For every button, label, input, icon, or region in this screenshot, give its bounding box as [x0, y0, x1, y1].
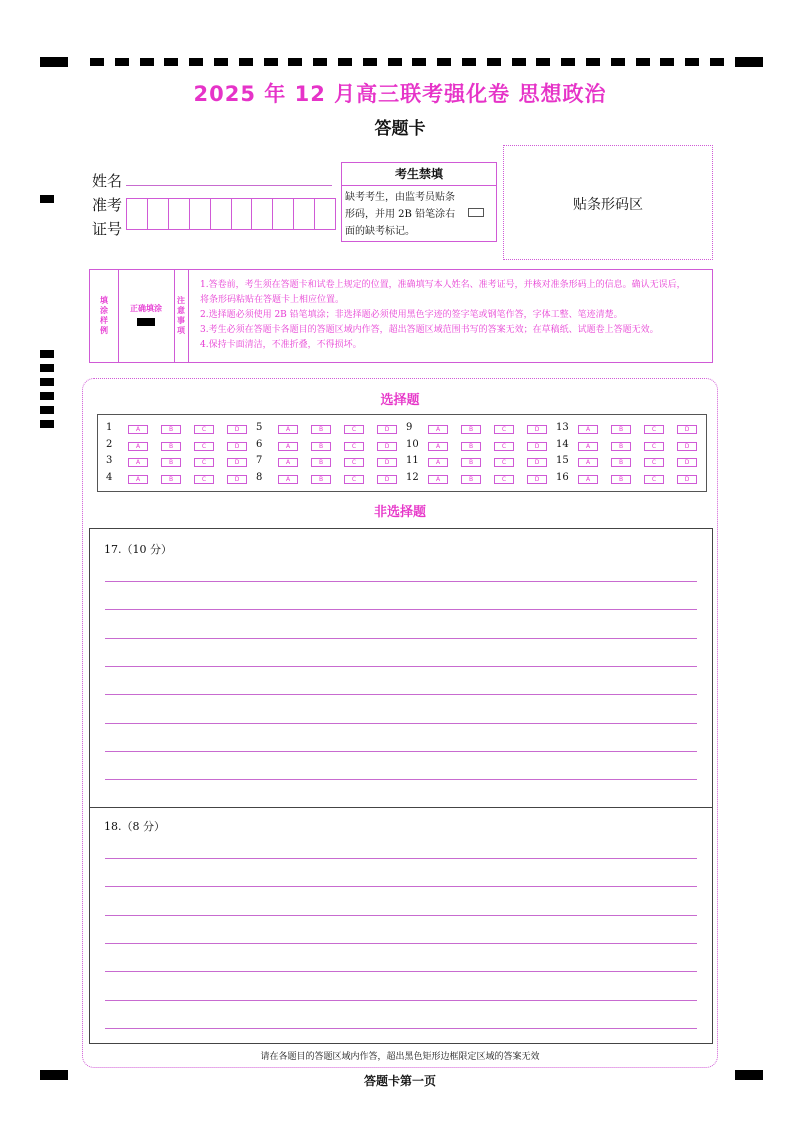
- instruction-line: 3.考生必须在答题卡各题目的答题区域内作答，超出答题区域范围书写的答案无效；在草稿纸、试题卷上答题无效。: [200, 325, 659, 335]
- timing-mark: [40, 378, 54, 386]
- timing-mark: [536, 58, 550, 66]
- timing-mark: [437, 58, 451, 66]
- timing-mark: [462, 58, 476, 66]
- option-bubble-d[interactable]: D: [377, 442, 397, 451]
- question-number: 12: [406, 471, 419, 483]
- answer-line: [105, 886, 697, 887]
- correct-fill-label: 正确填涂: [130, 304, 162, 313]
- question-number: 7: [256, 455, 263, 466]
- option-bubble-a[interactable]: A: [578, 475, 598, 484]
- option-bubble-b[interactable]: B: [611, 458, 631, 467]
- option-bubble-b[interactable]: B: [611, 475, 631, 484]
- timing-mark: [140, 58, 154, 66]
- mc-row: [98, 438, 706, 454]
- answer-line: [105, 779, 697, 780]
- option-bubble-c[interactable]: C: [494, 442, 514, 451]
- corner-mark-top-left: [40, 57, 68, 67]
- option-bubble-a[interactable]: A: [278, 442, 298, 451]
- answer-box-q18[interactable]: [89, 806, 713, 1044]
- answer-line: [105, 581, 697, 582]
- option-bubble-d[interactable]: D: [227, 442, 247, 451]
- timing-mark: [512, 58, 526, 66]
- answer-line: [105, 858, 697, 859]
- option-bubble-a[interactable]: A: [578, 425, 598, 434]
- option-bubble-c[interactable]: C: [194, 475, 214, 484]
- option-bubble-b[interactable]: B: [461, 475, 481, 484]
- option-bubble-a[interactable]: A: [578, 442, 598, 451]
- option-bubble-b[interactable]: B: [461, 442, 481, 451]
- no-exam-title: 考生禁填: [342, 163, 496, 186]
- question-number: 6: [256, 438, 263, 450]
- timing-mark: [363, 58, 377, 66]
- option-bubble-c[interactable]: C: [344, 442, 364, 451]
- mc-row: [98, 421, 706, 437]
- timing-mark: [338, 58, 352, 66]
- question-number: 8: [256, 471, 263, 483]
- option-bubble-d[interactable]: D: [527, 425, 547, 434]
- option-bubble-b[interactable]: B: [311, 475, 331, 484]
- option-bubble-d[interactable]: D: [677, 458, 697, 467]
- answer-line: [105, 723, 697, 724]
- timing-mark: [40, 364, 54, 372]
- option-bubble-b[interactable]: B: [611, 442, 631, 451]
- multiple-choice-title: 选择题: [380, 393, 420, 408]
- option-bubble-b[interactable]: B: [311, 458, 331, 467]
- id-digit-cell[interactable]: [189, 198, 210, 230]
- timing-mark: [40, 420, 54, 428]
- answer-line: [105, 1028, 697, 1029]
- question-number: 11: [406, 455, 419, 466]
- answer-line: [105, 971, 697, 972]
- option-bubble-d[interactable]: D: [677, 442, 697, 451]
- option-bubble-b[interactable]: B: [161, 442, 181, 451]
- option-bubble-b[interactable]: B: [161, 475, 181, 484]
- option-bubble-d[interactable]: D: [677, 425, 697, 434]
- timing-mark: [685, 58, 699, 66]
- question-number: 14: [556, 438, 569, 450]
- option-bubble-a[interactable]: A: [278, 475, 298, 484]
- correct-fill-sample: [137, 318, 155, 326]
- question-number: 4: [106, 471, 113, 483]
- id-digit-cell[interactable]: [147, 198, 168, 230]
- timing-mark: [487, 58, 501, 66]
- option-bubble-b[interactable]: B: [311, 442, 331, 451]
- option-bubble-a[interactable]: A: [128, 425, 148, 434]
- option-bubble-d[interactable]: D: [377, 425, 397, 434]
- question-number: 16: [556, 471, 569, 483]
- timing-mark: [115, 58, 129, 66]
- question-number: 10: [406, 438, 419, 450]
- option-bubble-d[interactable]: D: [527, 475, 547, 484]
- side-mark: [40, 195, 54, 203]
- question-number: 13: [556, 422, 569, 433]
- timing-mark: [214, 58, 228, 66]
- option-bubble-a[interactable]: A: [278, 425, 298, 434]
- answer-line: [105, 694, 697, 695]
- mc-row: [98, 471, 706, 487]
- option-bubble-b[interactable]: B: [161, 458, 181, 467]
- question-number: 1: [106, 422, 113, 433]
- timing-mark: [561, 58, 575, 66]
- no-exam-box: [341, 162, 497, 242]
- timing-mark: [264, 58, 278, 66]
- exam-id-grid[interactable]: [126, 198, 336, 230]
- instruction-line: 2.选择题必须使用 2B 铅笔填涂；非选择题必须使用黑色字迹的签字笔或钢笔作答，字体工整、笔迹清楚。: [200, 310, 623, 320]
- id-digit-cell[interactable]: [314, 198, 336, 230]
- question-label: 18.（8 分）: [104, 820, 165, 833]
- timing-mark: [239, 58, 253, 66]
- option-bubble-d[interactable]: D: [227, 475, 247, 484]
- id-label-2: 证号: [92, 220, 123, 238]
- barcode-area: [503, 145, 713, 260]
- answer-line: [105, 638, 697, 639]
- option-bubble-d[interactable]: D: [527, 442, 547, 451]
- option-bubble-d[interactable]: D: [677, 475, 697, 484]
- page-number: 答题卡第一页: [363, 1074, 436, 1088]
- option-bubble-d[interactable]: D: [227, 458, 247, 467]
- option-bubble-a[interactable]: A: [578, 458, 598, 467]
- option-bubble-a[interactable]: A: [428, 442, 448, 451]
- id-digit-cell[interactable]: [293, 198, 314, 230]
- option-bubble-c[interactable]: C: [494, 475, 514, 484]
- id-digit-cell[interactable]: [231, 198, 252, 230]
- option-bubble-a[interactable]: A: [428, 458, 448, 467]
- id-label-1: 准考: [92, 196, 123, 214]
- timing-mark: [636, 58, 650, 66]
- instruction-line: 将条形码粘贴在答题卡上相应位置。: [200, 295, 345, 305]
- option-bubble-d[interactable]: D: [527, 458, 547, 467]
- answer-line: [105, 943, 697, 944]
- option-bubble-d[interactable]: D: [377, 458, 397, 467]
- option-bubble-c[interactable]: C: [194, 458, 214, 467]
- corner-mark-top-right: [735, 57, 763, 67]
- timing-mark: [90, 58, 104, 66]
- fill-sample-label: 填涂样例: [100, 296, 108, 335]
- timing-mark: [164, 58, 178, 66]
- option-bubble-a[interactable]: A: [428, 425, 448, 434]
- instruction-line: 4.保持卡面清洁，不准折叠，不得损坏。: [200, 340, 362, 350]
- option-bubble-a[interactable]: A: [128, 442, 148, 451]
- absent-mark-box[interactable]: [468, 208, 484, 217]
- timing-mark: [288, 58, 302, 66]
- question-number: 5: [256, 422, 263, 433]
- multiple-choice-grid: [97, 414, 707, 492]
- instruction-line: 1.答卷前，考生须在答题卡和试卷上规定的位置，准确填写本人姓名、准考证号，并核对准条形码上的信息。确认无误后，: [200, 280, 686, 290]
- timing-mark: [710, 58, 724, 66]
- no-exam-text: 缺考考生，由监考员贴条形码，并用 2B 铅笔涂右面的缺考标记。: [345, 192, 456, 237]
- id-digit-cell[interactable]: [126, 198, 147, 230]
- option-bubble-c[interactable]: C: [194, 425, 214, 434]
- answer-line: [105, 915, 697, 916]
- option-bubble-b[interactable]: B: [611, 425, 631, 434]
- timing-mark: [40, 350, 54, 358]
- timing-mark: [388, 58, 402, 66]
- timing-mark: [586, 58, 600, 66]
- option-bubble-c[interactable]: C: [644, 458, 664, 467]
- id-digit-cell[interactable]: [272, 198, 293, 230]
- question-number: 3: [106, 455, 113, 466]
- option-bubble-b[interactable]: B: [161, 425, 181, 434]
- answer-line: [105, 609, 697, 610]
- timing-mark: [189, 58, 203, 66]
- option-bubble-b[interactable]: B: [461, 458, 481, 467]
- mc-row: [98, 454, 706, 470]
- option-bubble-c[interactable]: C: [494, 458, 514, 467]
- question-label: 17.（10 分）: [104, 543, 172, 556]
- page-subtitle: 答题卡: [374, 119, 426, 139]
- option-bubble-c[interactable]: C: [344, 425, 364, 434]
- timing-mark: [611, 58, 625, 66]
- instructions-box: [89, 269, 713, 363]
- option-bubble-d[interactable]: D: [377, 475, 397, 484]
- answer-line: [105, 666, 697, 667]
- option-bubble-b[interactable]: B: [461, 425, 481, 434]
- timing-mark: [412, 58, 426, 66]
- timing-mark: [313, 58, 327, 66]
- answer-line: [105, 751, 697, 752]
- option-bubble-c[interactable]: C: [644, 442, 664, 451]
- option-bubble-c[interactable]: C: [494, 425, 514, 434]
- id-digit-cell[interactable]: [210, 198, 231, 230]
- question-number: 15: [556, 455, 569, 466]
- timing-mark: [660, 58, 674, 66]
- footer-note: 请在各题目的答题区域内作答，超出黑色矩形边框限定区域的答案无效: [260, 1052, 540, 1062]
- page-title: 2025 年 12 月高三联考强化卷 思想政治: [193, 82, 607, 106]
- option-bubble-c[interactable]: C: [644, 475, 664, 484]
- notes-label: 注意事项: [177, 296, 185, 335]
- barcode-label: 贴条形码区: [573, 197, 643, 213]
- option-bubble-c[interactable]: C: [344, 475, 364, 484]
- option-bubble-b[interactable]: B: [311, 425, 331, 434]
- name-label: 姓名: [92, 172, 123, 190]
- answer-line: [105, 1000, 697, 1001]
- option-bubble-a[interactable]: A: [128, 475, 148, 484]
- question-number: 2: [106, 438, 113, 450]
- option-bubble-d[interactable]: D: [227, 425, 247, 434]
- question-number: 9: [406, 422, 413, 433]
- option-bubble-a[interactable]: A: [428, 475, 448, 484]
- option-bubble-c[interactable]: C: [194, 442, 214, 451]
- option-bubble-c[interactable]: C: [644, 425, 664, 434]
- answer-box-q17[interactable]: [89, 528, 713, 808]
- id-digit-cell[interactable]: [251, 198, 272, 230]
- option-bubble-a[interactable]: A: [128, 458, 148, 467]
- option-bubble-a[interactable]: A: [278, 458, 298, 467]
- id-digit-cell[interactable]: [168, 198, 189, 230]
- option-bubble-c[interactable]: C: [344, 458, 364, 467]
- name-field[interactable]: [126, 185, 332, 186]
- non-choice-title: 非选择题: [373, 505, 426, 520]
